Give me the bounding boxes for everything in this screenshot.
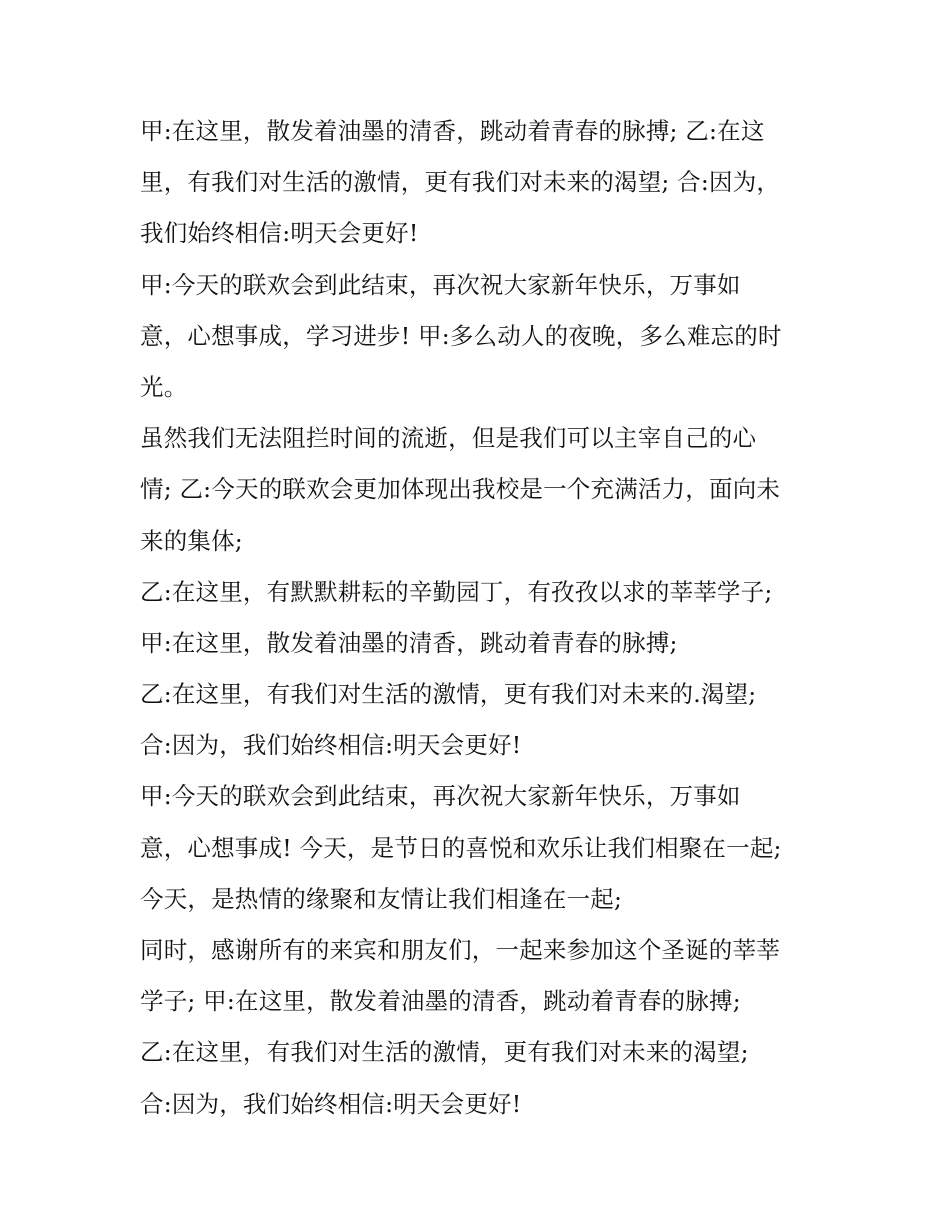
text-line: 今天，是热情的缘聚和友情让我们相逢在一起; — [140, 884, 623, 913]
document-body — [140, 106, 820, 1130]
text-line: 光。 — [140, 372, 188, 401]
text-line: 合:因为，我们始终相信:明天会更好! — [140, 731, 522, 760]
text-line: 甲:今天的联欢会到此结束，再次祝大家新年快乐，万事如 — [140, 270, 741, 299]
text-line: 学子; 甲:在这里，散发着油墨的清香，跳动着青春的脉搏; — [140, 987, 741, 1016]
text-line: 虽然我们无法阻拦时间的流逝，但是我们可以主宰自己的心 — [140, 424, 757, 453]
text-line: 情; 乙:今天的联欢会更加体现出我校是一个充满活力，面向未 — [140, 475, 781, 504]
text-line: 里，有我们对生活的激情，更有我们对未来的渴望; 合:因为， — [140, 168, 781, 197]
text-line: 乙:在这里，有默默耕耘的辛勤园丁，有孜孜以求的莘莘学子; — [140, 577, 773, 606]
text-line: 甲:今天的联欢会到此结束，再次祝大家新年快乐，万事如 — [140, 782, 741, 811]
text-line: 合:因为，我们始终相信:明天会更好! — [140, 1089, 522, 1118]
text-line: 乙:在这里，有我们对生活的激情，更有我们对未来的渴望; — [140, 1038, 749, 1067]
text-line: 我们始终相信:明天会更好! — [140, 219, 419, 248]
text-line: 意，心想事成! 今天，是节日的喜悦和欢乐让我们相聚在一起; — [140, 833, 782, 862]
text-line: 来的集体; — [140, 526, 243, 555]
text-line: 意，心想事成，学习进步! 甲:多么动人的夜晚，多么难忘的时 — [140, 321, 782, 350]
text-line: 乙:在这里，有我们对生活的激情，更有我们对未来的.渴望; — [140, 680, 757, 709]
text-line: 甲:在这里，散发着油墨的清香，跳动着青春的脉搏; 乙:在这 — [140, 117, 765, 145]
text-line: 同时，感谢所有的来宾和朋友们，一起来参加这个圣诞的莘莘 — [140, 936, 780, 964]
text-line: 甲:在这里，散发着油墨的清香，跳动着青春的脉搏; — [140, 628, 678, 657]
